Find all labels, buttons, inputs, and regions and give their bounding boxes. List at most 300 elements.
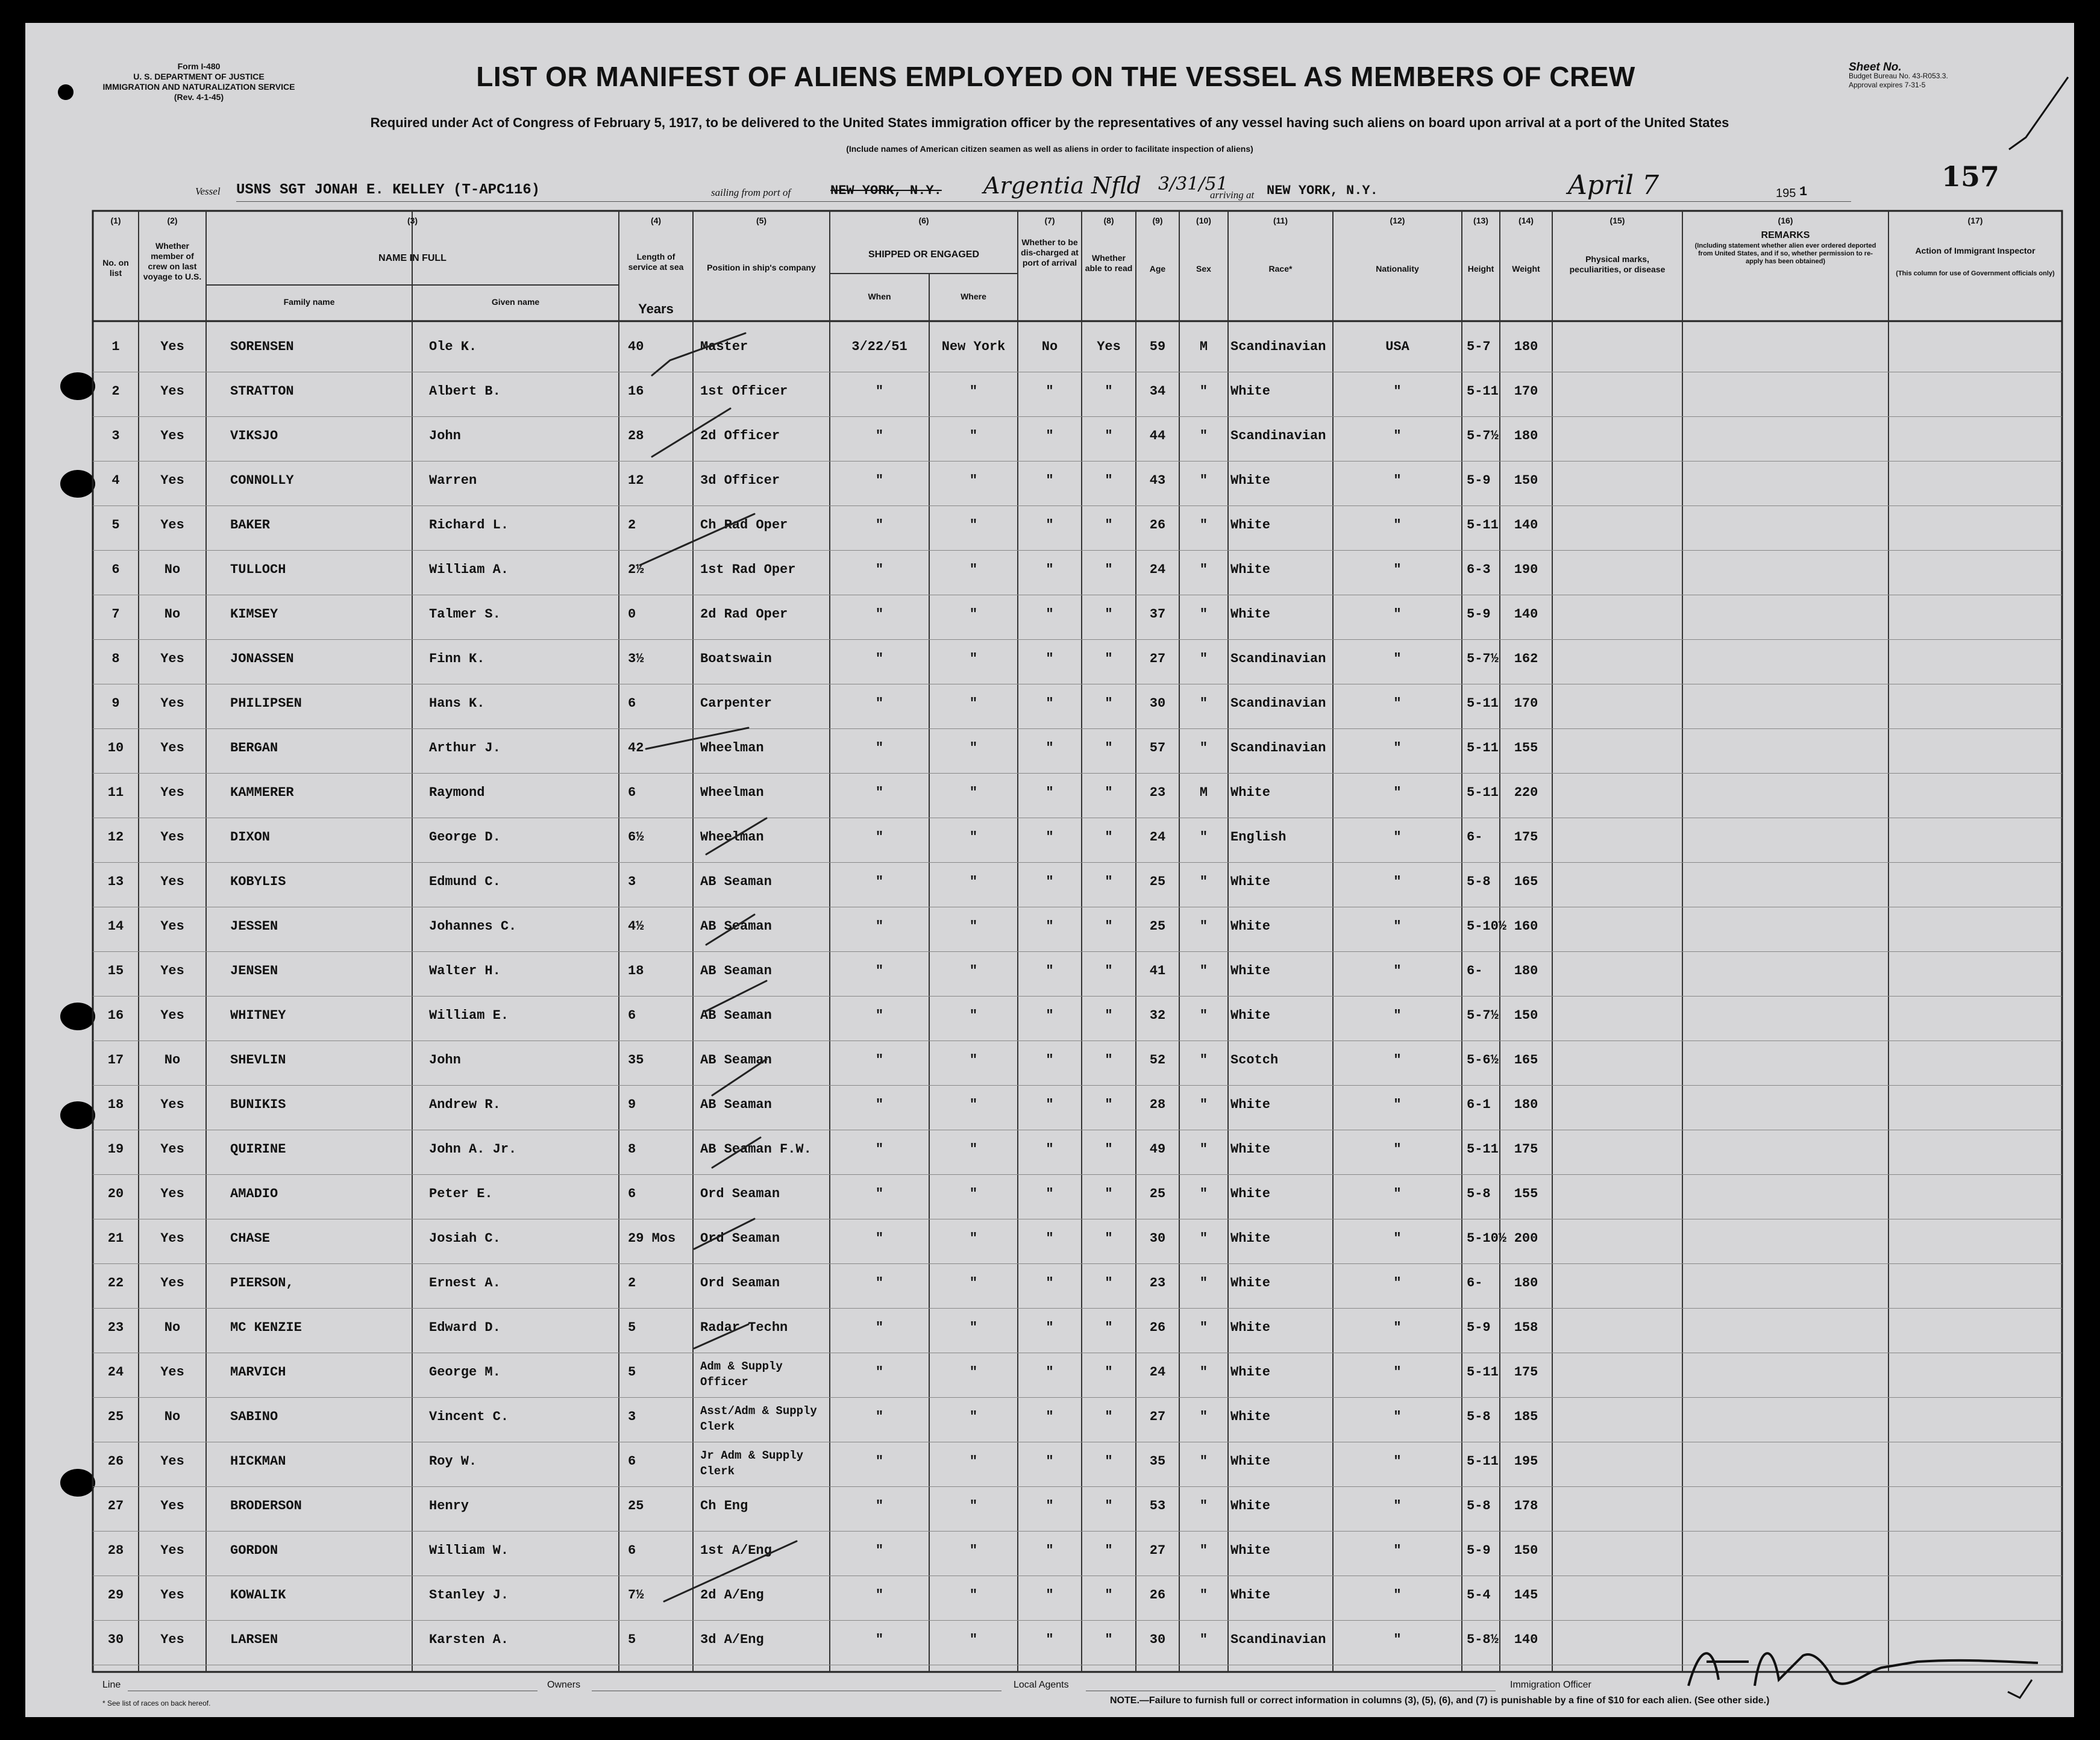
cell-given: Richard L. (429, 518, 509, 533)
arrival-date: April 7 (1568, 170, 1660, 201)
cell-read: " (1105, 1454, 1113, 1469)
cell-when: " (875, 830, 884, 845)
cell-family: WHITNEY (230, 1008, 286, 1023)
cell-family: DIXON (230, 830, 271, 845)
cell-weight: 170 (1514, 384, 1538, 399)
cell-read: " (1105, 1275, 1113, 1291)
cell-sex: " (1199, 1632, 1208, 1647)
cell-race: White (1230, 518, 1271, 533)
cell-where: " (969, 1142, 978, 1157)
cell-no: 29 (107, 1588, 124, 1603)
cell-nat: " (1393, 785, 1402, 800)
cell-nat: " (1393, 428, 1402, 443)
cell-service: 40 (628, 339, 644, 354)
cell-when: " (875, 518, 884, 533)
vessel-name: USNS SGT JONAH E. KELLEY (T-APC116) (236, 182, 541, 198)
cell-service: 9 (628, 1097, 636, 1112)
cell-disch: " (1045, 1231, 1054, 1246)
cell-height: 5-8½ (1467, 1632, 1499, 1647)
col-num: (10) (1196, 216, 1211, 225)
cell-family: STRATTON (230, 384, 294, 399)
col-label: Whether able to read (1085, 253, 1133, 273)
cell-no: 15 (107, 963, 124, 978)
cell-service: 42 (628, 740, 644, 756)
cell-family: KAMMERER (230, 785, 294, 800)
cell-nat: " (1393, 830, 1402, 845)
cell-no: 2 (111, 384, 120, 399)
cell-service: 18 (628, 963, 644, 978)
cell-nat: " (1393, 1320, 1402, 1335)
col-label: Nationality (1376, 264, 1419, 274)
cell-no: 28 (107, 1543, 124, 1558)
col-num: (7) (1044, 216, 1055, 225)
cell-last: Yes (160, 919, 184, 934)
cell-height: 5-9 (1467, 473, 1491, 488)
cell-weight: 155 (1514, 740, 1538, 756)
col-sublabel: Given name (491, 297, 540, 307)
cell-race: White (1230, 1275, 1271, 1291)
cell-race: White (1230, 1365, 1271, 1380)
cell-last: Yes (160, 651, 184, 666)
cell-race: Scandinavian (1230, 696, 1326, 711)
cell-family: BAKER (230, 518, 271, 533)
cell-disch: " (1045, 919, 1054, 934)
cell-given: George M. (429, 1365, 501, 1380)
cell-disch: " (1045, 473, 1054, 488)
cell-height: 5-7½ (1467, 1008, 1499, 1023)
cell-age: 23 (1149, 785, 1166, 800)
col-label: No. on list (102, 258, 129, 278)
cell-disch: " (1045, 1142, 1054, 1157)
cell-disch: " (1045, 562, 1054, 577)
cell-position: 3d A/Eng (700, 1632, 764, 1647)
cell-last: Yes (160, 830, 184, 845)
cell-age: 24 (1149, 830, 1166, 845)
col-label: Age (1149, 264, 1166, 274)
col-num: (14) (1519, 216, 1534, 225)
col-unit: Years (638, 301, 674, 316)
cell-sex: " (1199, 1186, 1208, 1201)
cell-nat: " (1393, 1365, 1402, 1380)
cell-disch: No (1041, 339, 1058, 354)
cell-age: 32 (1149, 1008, 1166, 1023)
cell-age: 27 (1149, 1409, 1166, 1424)
cell-age: 57 (1149, 740, 1166, 756)
cell-weight: 175 (1514, 1365, 1538, 1380)
col-num: (17) (1967, 216, 1983, 225)
cell-race: White (1230, 1498, 1271, 1513)
col-label: Height (1467, 264, 1494, 274)
cell-no: 17 (107, 1053, 124, 1068)
cell-last: Yes (160, 384, 184, 399)
cell-weight: 175 (1514, 1142, 1538, 1157)
revision: (Rev. 4-1-45) (174, 92, 224, 102)
races-note: * See list of races on back hereof. (102, 1699, 211, 1707)
cell-race: White (1230, 963, 1271, 978)
cell-when: " (875, 1320, 884, 1335)
cell-weight: 180 (1514, 963, 1538, 978)
cell-sex: " (1199, 1409, 1208, 1424)
cell-where: " (969, 1186, 978, 1201)
cell-height: 6- (1467, 830, 1483, 845)
cell-height: 5-11 (1467, 1454, 1499, 1469)
cell-no: 24 (107, 1365, 124, 1380)
cell-service: 5 (628, 1365, 636, 1380)
cell-read: " (1105, 1320, 1113, 1335)
cell-height: 5-8 (1467, 1186, 1491, 1201)
cell-read: " (1105, 963, 1113, 978)
cell-when: " (875, 607, 884, 622)
cell-read: " (1105, 696, 1113, 711)
cell-when: " (875, 1186, 884, 1201)
cell-position: Boatswain (700, 651, 772, 666)
cell-age: 59 (1149, 339, 1166, 354)
cell-no: 22 (107, 1275, 124, 1291)
cell-nat: " (1393, 607, 1402, 622)
cell-no: 10 (107, 740, 124, 756)
cell-where: " (969, 1632, 978, 1647)
cell-given: Raymond (429, 785, 485, 800)
cell-when: " (875, 1543, 884, 1558)
cell-disch: " (1045, 1097, 1054, 1112)
cell-service: 3 (628, 874, 636, 889)
cell-sex: " (1199, 696, 1208, 711)
cell-last: Yes (160, 785, 184, 800)
cell-disch: " (1045, 384, 1054, 399)
cell-race: White (1230, 1097, 1271, 1112)
cell-last: No (164, 1320, 181, 1335)
cell-service: 0 (628, 607, 636, 622)
cell-age: 30 (1149, 696, 1166, 711)
cell-sex: " (1199, 963, 1208, 978)
cell-position: 2d Rad Oper (700, 607, 788, 622)
col-note: (This column for use of Government officials only) (1896, 270, 2055, 277)
cell-disch: " (1045, 428, 1054, 443)
cell-given: Talmer S. (429, 607, 501, 622)
cell-where: New York (941, 339, 1006, 354)
cell-service: 28 (628, 428, 644, 443)
cell-family: MARVICH (230, 1365, 286, 1380)
cell-last: Yes (160, 696, 184, 711)
cell-disch: " (1045, 1365, 1054, 1380)
col-label: Whether member of crew on last voyage to U.S. (143, 241, 202, 281)
cell-last: No (164, 1409, 181, 1424)
cell-read: " (1105, 1543, 1113, 1558)
cell-read: " (1105, 874, 1113, 889)
cell-service: 16 (628, 384, 644, 399)
cell-no: 8 (111, 651, 120, 666)
cell-no: 19 (107, 1142, 124, 1157)
cell-race: White (1230, 473, 1271, 488)
cell-given: Warren (429, 473, 477, 488)
cell-service: 2 (628, 1275, 636, 1291)
cell-age: 27 (1149, 651, 1166, 666)
cell-age: 27 (1149, 1543, 1166, 1558)
cell-height: 5-11 (1467, 384, 1499, 399)
cell-position: 2d Officer (700, 428, 780, 443)
cell-no: 23 (107, 1320, 124, 1335)
cell-last: Yes (160, 740, 184, 756)
cell-sex: " (1199, 518, 1208, 533)
cell-age: 25 (1149, 874, 1166, 889)
cell-height: 6- (1467, 1275, 1483, 1291)
cell-height: 5-11 (1467, 1142, 1499, 1157)
col-num: (12) (1390, 216, 1405, 225)
cell-last: Yes (160, 1498, 184, 1513)
cell-service: 5 (628, 1632, 636, 1647)
cell-service: 6 (628, 1186, 636, 1201)
col-num: (13) (1473, 216, 1488, 225)
cell-weight: 180 (1514, 339, 1538, 354)
cell-disch: " (1045, 1632, 1054, 1647)
cell-race: Scandinavian (1230, 339, 1326, 354)
cell-family: SHEVLIN (230, 1053, 286, 1068)
col-label: Action of Immigrant Inspector (1915, 246, 2036, 255)
cell-read: " (1105, 428, 1113, 443)
cell-height: 5-11 (1467, 696, 1499, 711)
cell-last: Yes (160, 1275, 184, 1291)
cell-family: JENSEN (230, 963, 278, 978)
cell-race: Scotch (1230, 1053, 1279, 1068)
cell-no: 30 (107, 1632, 124, 1647)
cell-last: Yes (160, 1454, 184, 1469)
cell-read: " (1105, 1186, 1113, 1201)
cell-age: 49 (1149, 1142, 1166, 1157)
cell-position: AB Seaman F.W. (700, 1142, 812, 1157)
cell-nat: " (1393, 919, 1402, 934)
cell-given: Edmund C. (429, 874, 501, 889)
cell-read: " (1105, 1365, 1113, 1380)
cell-where: " (969, 562, 978, 577)
cell-weight: 145 (1514, 1588, 1538, 1603)
cell-last: Yes (160, 1008, 184, 1023)
cell-weight: 195 (1514, 1454, 1538, 1469)
cell-sex: " (1199, 607, 1208, 622)
cell-race: White (1230, 1588, 1271, 1603)
cell-position: Ch Rad Oper (700, 518, 788, 533)
col-label: REMARKS (1761, 230, 1810, 240)
cell-read: " (1105, 1097, 1113, 1112)
cell-read: " (1105, 607, 1113, 622)
port-handwritten: Argentia Nfld (983, 172, 1141, 199)
cell-height: 5-9 (1467, 607, 1491, 622)
cell-read: " (1105, 1008, 1113, 1023)
cell-when: " (875, 740, 884, 756)
cell-no: 25 (107, 1409, 124, 1424)
cell-read: " (1105, 830, 1113, 845)
cell-height: 5-8 (1467, 1498, 1491, 1513)
cell-service: 6 (628, 785, 636, 800)
cell-where: " (969, 785, 978, 800)
cell-race: Scandinavian (1230, 651, 1326, 666)
cell-position: AB Seaman (700, 963, 772, 978)
cell-nat: " (1393, 1186, 1402, 1201)
cell-last: No (164, 607, 181, 622)
cell-position: AB Seaman (700, 919, 772, 934)
cell-when: " (875, 1365, 884, 1380)
cell-position: Wheelman (700, 740, 764, 756)
cell-when: " (875, 651, 884, 666)
cell-age: 25 (1149, 1186, 1166, 1201)
cell-position: Wheelman (700, 785, 764, 800)
cell-no: 13 (107, 874, 124, 889)
cell-given: William E. (429, 1008, 509, 1023)
cell-sex: " (1199, 874, 1208, 889)
cell-age: 52 (1149, 1053, 1166, 1068)
cell-no: 3 (111, 428, 120, 443)
cell-age: 44 (1149, 428, 1166, 443)
cell-position: AB Seaman (700, 1008, 772, 1023)
cell-service: 7½ (628, 1588, 644, 1603)
cell-read: Yes (1097, 339, 1121, 354)
cell-where: " (969, 473, 978, 488)
cell-family: BUNIKIS (230, 1097, 286, 1112)
col-sublabel: When (868, 292, 891, 301)
cell-nat: " (1393, 1543, 1402, 1558)
cell-read: " (1105, 1142, 1113, 1157)
cell-no: 5 (111, 518, 120, 533)
cell-given: Finn K. (429, 651, 485, 666)
col-num: (6) (918, 216, 929, 225)
cell-where: " (969, 651, 978, 666)
col-sublabel: Family name (283, 297, 335, 307)
cell-height: 5-11 (1467, 785, 1499, 800)
cell-family: KIMSEY (230, 607, 278, 622)
cell-height: 5-7½ (1467, 428, 1499, 443)
cell-family: VIKSJO (230, 428, 278, 443)
cell-last: Yes (160, 339, 184, 354)
cell-when: " (875, 1588, 884, 1603)
cell-height: 5-8 (1467, 1409, 1491, 1424)
cell-nat: " (1393, 874, 1402, 889)
cell-service: 6½ (628, 830, 644, 845)
cell-when: " (875, 1275, 884, 1291)
cell-sex: " (1199, 473, 1208, 488)
cell-no: 21 (107, 1231, 124, 1246)
cell-weight: 170 (1514, 696, 1538, 711)
manifest-sheet (25, 23, 2074, 1717)
cell-where: " (969, 384, 978, 399)
cell-position: Asst/Adm & Supply Clerk (700, 1404, 817, 1433)
cell-age: 35 (1149, 1454, 1166, 1469)
cell-nat: " (1393, 1454, 1402, 1469)
cell-disch: " (1045, 1498, 1054, 1513)
cell-read: " (1105, 1053, 1113, 1068)
cell-disch: " (1045, 1186, 1054, 1201)
cell-disch: " (1045, 785, 1054, 800)
subtitle: Required under Act of Congress of February 5, 1917, to be delivered to the United States immigration officer by the representatives of any vessel having such aliens on board upon arrival at a port of the United States (370, 115, 1729, 130)
cell-when: " (875, 1097, 884, 1112)
cell-given: Walter H. (429, 963, 501, 978)
cell-given: Peter E. (429, 1186, 493, 1201)
sheet-label: Sheet No. (1849, 61, 1902, 74)
col-num: (5) (756, 216, 767, 225)
cell-family: BRODERSON (230, 1498, 302, 1513)
cell-read: " (1105, 1231, 1113, 1246)
cell-where: " (969, 1498, 978, 1513)
cell-sex: " (1199, 1320, 1208, 1335)
cell-sex: " (1199, 1498, 1208, 1513)
col-label: Length of service at sea (628, 252, 684, 272)
cell-family: LARSEN (230, 1632, 278, 1647)
cell-service: 2½ (628, 562, 644, 577)
cell-race: Scandinavian (1230, 740, 1326, 756)
cell-family: GORDON (230, 1543, 278, 1558)
cell-age: 26 (1149, 1320, 1166, 1335)
cell-weight: 165 (1514, 1053, 1538, 1068)
col-label: Race* (1268, 264, 1293, 274)
col-num: (4) (650, 216, 662, 225)
cell-disch: " (1045, 1409, 1054, 1424)
cell-where: " (969, 1588, 978, 1603)
cell-weight: 190 (1514, 562, 1538, 577)
cell-disch: " (1045, 651, 1054, 666)
cell-no: 1 (111, 339, 120, 354)
port-typed-struck: NEW YORK, N.Y. (830, 183, 942, 198)
cell-service: 6 (628, 696, 636, 711)
cell-race: Scandinavian (1230, 428, 1326, 443)
cell-family: TULLOCH (230, 562, 286, 577)
cell-family: JONASSEN (230, 651, 294, 666)
cell-weight: 150 (1514, 473, 1538, 488)
cell-where: " (969, 518, 978, 533)
cell-family: KOWALIK (230, 1588, 286, 1603)
cell-service: 8 (628, 1142, 636, 1157)
cell-sex: " (1199, 830, 1208, 845)
cell-race: White (1230, 1186, 1271, 1201)
cell-position: AB Seaman (700, 874, 772, 889)
cell-race: White (1230, 1320, 1271, 1335)
cell-weight: 200 (1514, 1231, 1538, 1246)
cell-read: " (1105, 1632, 1113, 1647)
cell-disch: " (1045, 1588, 1054, 1603)
cell-where: " (969, 607, 978, 622)
cell-nat: " (1393, 1053, 1402, 1068)
cell-disch: " (1045, 607, 1054, 622)
cell-nat: " (1393, 740, 1402, 756)
cell-sex: " (1199, 1008, 1208, 1023)
cell-sex: " (1199, 740, 1208, 756)
cell-no: 9 (111, 696, 120, 711)
cell-given: Roy W. (429, 1454, 477, 1469)
cell-last: Yes (160, 1365, 184, 1380)
cell-height: 5-9 (1467, 1543, 1491, 1558)
cell-position: 1st Officer (700, 384, 788, 399)
cell-position: 1st A/Eng (700, 1543, 772, 1558)
cell-last: Yes (160, 428, 184, 443)
cell-position: AB Seaman (700, 1053, 772, 1068)
cell-service: 6 (628, 1543, 636, 1558)
cell-last: Yes (160, 1231, 184, 1246)
cell-height: 5-9 (1467, 1320, 1491, 1335)
cell-position: Ord Seaman (700, 1275, 780, 1291)
col-num: (3) (407, 216, 418, 225)
cell-sex: " (1199, 919, 1208, 934)
cell-position: Adm & Supply Officer (700, 1360, 783, 1389)
cell-when: " (875, 1142, 884, 1157)
cell-no: 11 (107, 785, 124, 800)
cell-where: " (969, 1454, 978, 1469)
cell-sex: " (1199, 1454, 1208, 1469)
col-label: Position in ship's company (707, 263, 816, 272)
cell-nat: " (1393, 1409, 1402, 1424)
cell-weight: 140 (1514, 518, 1538, 533)
cell-weight: 162 (1514, 651, 1538, 666)
cell-disch: " (1045, 696, 1054, 711)
cell-age: 25 (1149, 919, 1166, 934)
cell-age: 23 (1149, 1275, 1166, 1291)
cell-height: 6-1 (1467, 1097, 1491, 1112)
